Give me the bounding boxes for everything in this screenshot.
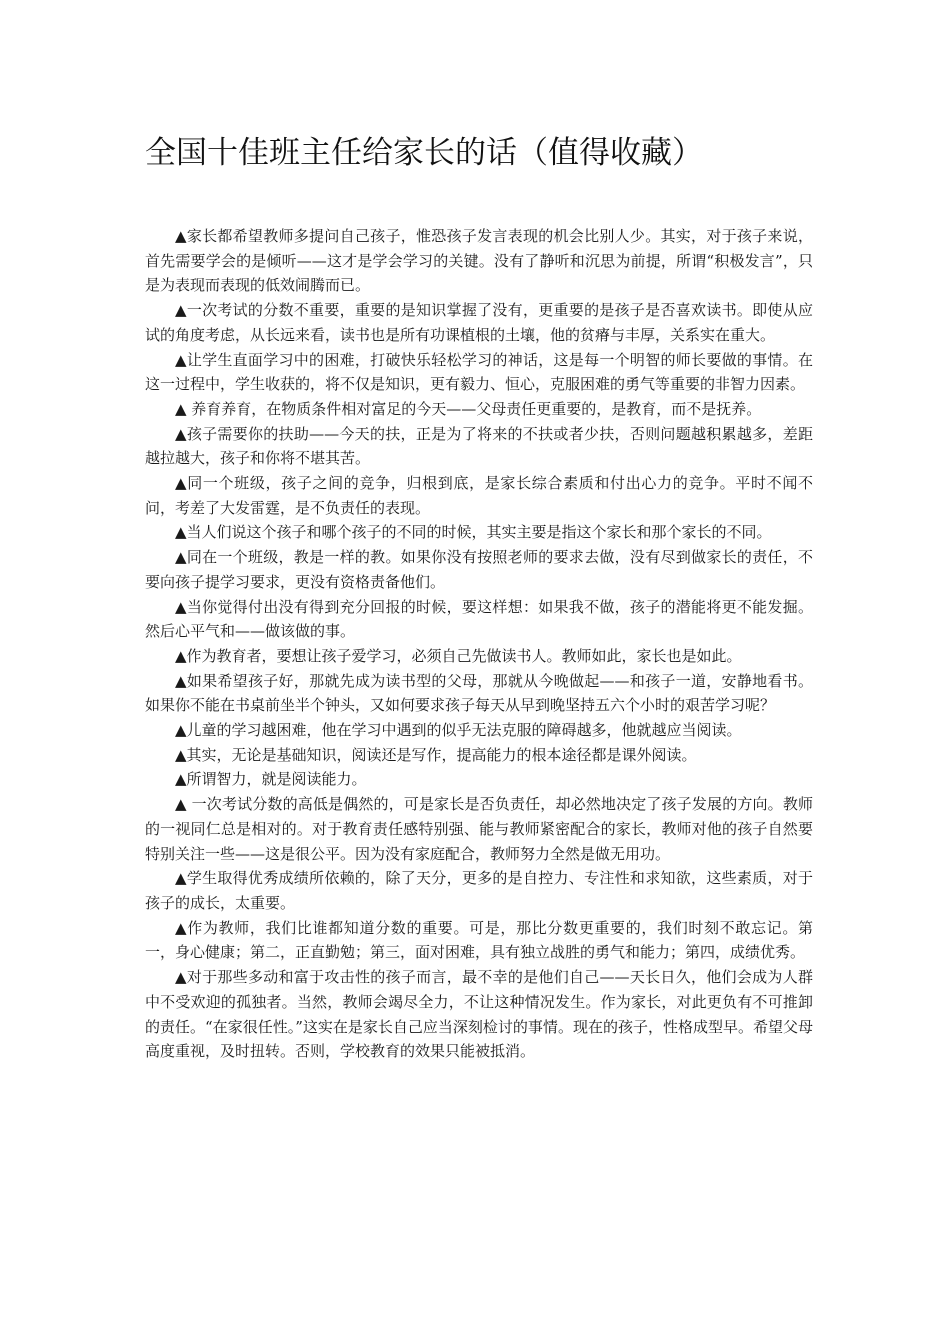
- paragraph-12: ▲儿童的学习越困难，他在学习中遇到的似乎无法克服的障碍越多，他就越应当阅读。: [175, 721, 742, 740]
- paragraph-13: ▲其实，无论是基础知识，阅读还是写作，提高能力的根本途径都是课外阅读。: [175, 745, 697, 764]
- paragraph-6: ▲同一个班级，孩子之间的竞争，归根到底，是家长综合素质和付出心力的竞争。平时不闻不问，考差了大发雷霆，是不负责任的表现。: [145, 474, 813, 517]
- paragraph-14: ▲所谓智力，就是阅读能力。: [175, 770, 367, 789]
- paragraph-1: ▲家长都希望教师多提问自己孩子，惟恐孩子发言表现的机会比别人少。其实，对于孩子来说，首先需要学会的是倾听——这才是学会学习的关键。没有了静听和沉思为前提，所谓“积极发言”，只是为表现而表现的低效闹腾而已。: [145, 227, 813, 295]
- paragraph-9: ▲当你觉得付出没有得到充分回报的时候，要这样想：如果我不做，孩子的潜能将更不能发掘。然后心平气和——做该做的事。: [145, 597, 813, 641]
- paragraph-10: ▲作为教育者，要想让孩子爱学习，必须自己先做读书人。教师如此，家长也是如此。: [175, 646, 742, 665]
- document-body: [145, 224, 813, 1064]
- paragraph-2: ▲一次考试的分数不重要，重要的是知识掌握了没有，更重要的是孩子是否喜欢读书。即使从应试的角度考虑，从长远来看，读书也是所有功课植根的土壤，他的贫瘠与丰厚，关系实在重大。: [145, 301, 813, 344]
- paragraph-11: ▲如果希望孩子好，那就先成为读书型的父母，那就从今晚做起——和孩子一道，安静地看书。如果你不能在书桌前坐半个钟头，又如何要求孩子每天从早到晚坚持五六个小时的艰苦学习呢？: [145, 671, 813, 715]
- paragraph-4: ▲ 养育养育，在物质条件相对富足的今天——父母责任更重要的，是教育，而不是抚养。: [175, 399, 762, 418]
- paragraph-5: ▲孩子需要你的扶助——今天的扶，正是为了将来的不扶或者少扶，否则问题越积累越多，差距越拉越大，孩子和你将不堪其苦。: [145, 424, 813, 468]
- paragraph-17: ▲作为教师，我们比谁都知道分数的重要。可是，那比分数更重要的，我们时刻不敢忘记。第一，身心健康；第二，正直勤勉；第三，面对困难，具有独立战胜的勇气和能力；第四，成绩优秀。: [145, 918, 813, 962]
- paragraph-15: ▲ 一次考试分数的高低是偶然的，可是家长是否负责任，却必然地决定了孩子发展的方向。教师的一视同仁总是相对的。对于教育责任感特别强、能与教师紧密配合的家长，教师对他的孩子自然要特别关注一些——这是很公平。因为没有家庭配合，教师努力全然是做无用功。: [145, 795, 813, 863]
- paragraph-3: ▲让学生直面学习中的困难，打破快乐轻松学习的神话，这是每一个明智的师长要做的事情。在这一过程中，学生收获的，将不仅是知识，更有毅力、恒心，克服困难的勇气等重要的非智力因素。: [145, 350, 813, 394]
- paragraph-18: ▲对于那些多动和富于攻击性的孩子而言，最不幸的是他们自己——天长日久，他们会成为人群中不受欢迎的孤独者。当然，教师会竭尽全力，不让这种情况发生。作为家长，对此更负有不可推卸的责任。“在家很任性。”这实在是家长自己应当深刻检讨的事情。现在的孩子，性格成型早。希望父母高度重视，及时扭转。否则，学校教育的效果只能被抵消。: [145, 968, 813, 1061]
- paragraph-7: ▲当人们说这个孩子和哪个孩子的不同的时候，其实主要是指这个家长和那个家长的不同。: [175, 523, 772, 542]
- paragraph-8: ▲同在一个班级，教是一样的教。如果你没有按照老师的要求去做，没有尽到做家长的责任，不要向孩子提学习要求，更没有资格责备他们。: [145, 548, 813, 591]
- paragraph-16: ▲学生取得优秀成绩所依赖的，除了天分，更多的是自控力、专注性和求知欲，这些素质，对于孩子的成长，太重要。: [145, 869, 813, 912]
- document-title: 全国十佳班主任给家长的话（值得收藏）: [145, 135, 703, 171]
